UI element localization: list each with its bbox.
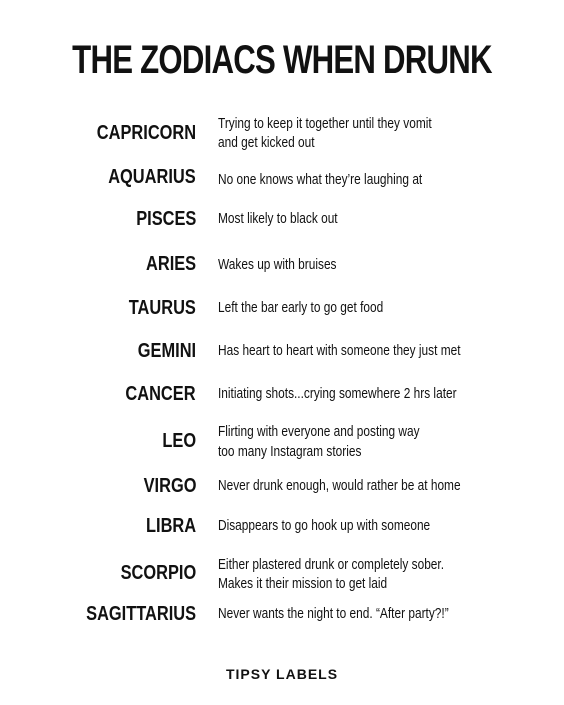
sign-description-line1: Never drunk enough, would rather be at home bbox=[218, 478, 461, 494]
sign-description-line1: Either plastered drunk or completely sober. bbox=[218, 557, 445, 573]
sign-name: LIBRA bbox=[145, 515, 196, 537]
sign-name: TAURUS bbox=[128, 297, 196, 319]
sign-name: LEO bbox=[162, 430, 196, 452]
sign-description-line1: Initiating shots...crying somewhere 2 hrs later bbox=[218, 386, 457, 402]
sign-name: PISCES bbox=[135, 208, 196, 230]
sign-name: ARIES bbox=[145, 253, 196, 275]
sign-description-line1: Has heart to heart with someone they just met bbox=[218, 343, 461, 359]
sign-description-line1: Left the bar early to go get food bbox=[218, 300, 384, 316]
sign-description-line1: Most likely to black out bbox=[218, 211, 338, 227]
sign-description-line1: Trying to keep it together until they vomit bbox=[218, 116, 432, 132]
sign-description-line1: Wakes up with bruises bbox=[218, 257, 337, 273]
sign-description-line2: and get kicked out bbox=[218, 135, 315, 151]
sign-name: CAPRICORN bbox=[96, 122, 196, 144]
sign-name: CANCER bbox=[125, 383, 196, 405]
sign-description-line2: Makes it their mission to get laid bbox=[218, 576, 388, 592]
brand-logo-text: TIPSY LABELS bbox=[225, 666, 339, 682]
sign-description-line1: Never wants the night to end. “After party?!” bbox=[218, 606, 449, 622]
page-title: THE ZODIACS WHEN DRUNK bbox=[72, 38, 492, 82]
sign-description-line2: too many Instagram stories bbox=[218, 444, 362, 460]
sign-name: AQUARIUS bbox=[108, 166, 196, 188]
sign-name: SAGITTARIUS bbox=[86, 603, 196, 625]
sign-name: GEMINI bbox=[137, 340, 196, 362]
sign-name: SCORPIO bbox=[120, 562, 196, 584]
sign-description-line1: No one knows what they’re laughing at bbox=[218, 172, 423, 188]
sign-name: VIRGO bbox=[143, 475, 196, 497]
sign-description-line1: Disappears to go hook up with someone bbox=[218, 518, 431, 534]
sign-description-line1: Flirting with everyone and posting way bbox=[218, 424, 420, 440]
